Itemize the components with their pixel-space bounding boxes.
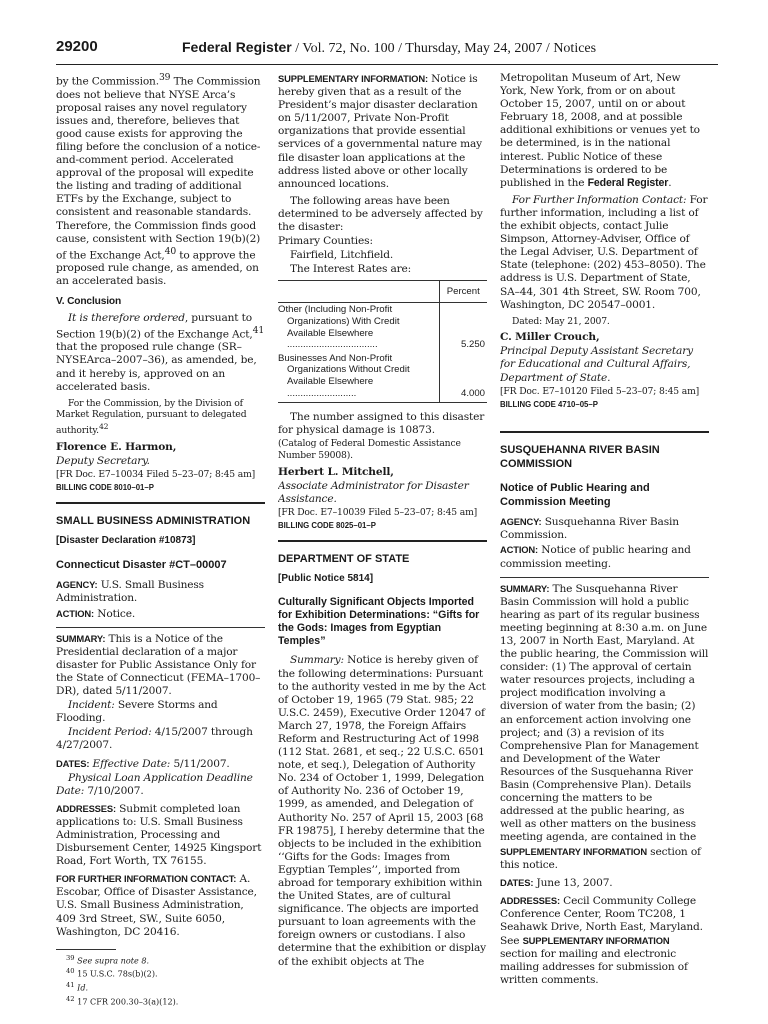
divider: [56, 627, 265, 628]
contact-paragraph: FOR FURTHER INFORMATION CONTACT: A. Escobar, Office of Disaster Assistance, U.S. Small Business Administration, 409 3rd Street, SW., Suite 6050, Washington, DC 20416.: [56, 873, 257, 938]
section-divider: [278, 540, 487, 542]
summary-paragraph: Summary: Notice is hereby given of the following determinations: Pursuant to the authority vested in me by the Act of October 19, 1965 (79 Stat. 985; 22 U.S.C. 2459), Executive Order 12047 of March 27, 1978, the Foreign Affairs Reform and Restructuring Act of 1998 (112 Stat. 2681, et seq.; 22 U.S.C. 6501 note, et seq.), Delegation of Authority No. 234 of October 1, 1999, Delegation of Authority No. 236 of October 19, 1999, as amended, and Delegation of Authority No. 257 of April 15, 2003 [68 FR 19875], I hereby determine that the objects to be included in the exhibition ‘‘Gifts for the Gods: Images from Egyptian Temples’’, imported from abroad for temporary exhibition within the United States, are of cultural significance. The objects are imported pursuant to loan agreements with the foreign owners or custodians. I also determine that the exhibition or display of the exhibit objects at The: [278, 654, 486, 968]
disaster-number-text: The number assigned to this disaster for physical damage is 10873.: [278, 411, 485, 437]
catalog-note: (Catalog of Federal Domestic Assistance Number 59008).: [278, 438, 461, 461]
signer-name: C. Miller Crouch,: [500, 331, 600, 344]
page-number: 29200: [56, 38, 98, 55]
fr-doc: [FR Doc. E7–10034 Filed 5–23–07; 8:45 am]: [56, 468, 256, 480]
table-row: [278, 352, 487, 403]
column-2: [278, 72, 487, 1017]
table-row: [278, 303, 487, 352]
column-3: [500, 72, 709, 1017]
sec-intro-paragraph: by the Commission.$^{39}$ The Commission does not believe that NYSE Arca’s proposal raises any novel regulatory issues and, therefore, believes that good cause exists for approving the filing before the conclusion of a notice-and-comment period. Accelerated approval of the proposal will expedite the listing and trading of additional ETFs by the Exchange, subject to consistent and reasonable standards. Therefore, the Commission finds good cause, consistent with Section 19(b)(2) of the Exchange Act,$^{40}$ to approve the proposed rule change, as amended, on an accelerated basis.: [56, 72, 261, 288]
header-rule: [56, 64, 718, 65]
signer-title: Deputy Secretary.: [56, 454, 150, 467]
billing-code: BILLING CODE 8010–01–P: [56, 483, 154, 493]
agency-heading: DEPARTMENT OF STATE: [278, 553, 410, 566]
summary-paragraph: SUMMARY: This is a Notice of the Presidential declaration of a major disaster for Public Assistance Only for the State of Connecticut (FEMA–1700–DR), dated 5/11/2007.: [56, 632, 261, 698]
rate-value: 5.250: [439, 303, 487, 352]
primary-counties: Fairfield, Litchfield.: [290, 249, 394, 262]
dates-line: DATES: June 13, 2007.: [500, 876, 613, 889]
conclusion-heading: V. Conclusion: [56, 295, 122, 307]
incident-line: Incident: Severe Storms and Flooding.: [56, 699, 218, 725]
issue-info: / Vol. 72, No. 100 / Thursday, May 24, 2007 / Notices: [291, 41, 597, 56]
notice-title: Culturally Significant Objects Imported for Exhibition Determinations: “Gifts for the Gods: Images from Egyptian Temples”: [278, 596, 480, 648]
agency-heading: SUSQUEHANNA RIVER BASIN COMMISSION: [500, 444, 660, 471]
agency-line: AGENCY: U.S. Small Business Administration.: [56, 579, 204, 605]
action-line: ACTION: Notice of public hearing and commission meeting.: [500, 544, 691, 570]
declaration-number: [Disaster Declaration #10873]: [56, 535, 196, 547]
signer-name: Herbert L. Mitchell,: [278, 465, 394, 478]
interest-rate-table: [278, 280, 487, 403]
divider: [500, 577, 709, 578]
footnote-40: $^{40}$ 15 U.S.C. 78s(b)(2).: [66, 967, 158, 980]
summary-paragraph: SUMMARY: The Susquehanna River Basin Commission will hold a public hearing as part of its regular business meeting beginning at 8:30 a.m. on June 13, 2007 in North East, Maryland. At the public hearing, the Commission will consider: (1) The approval of certain water resources projects, including a project modification involving a diversion of water from the basin; (2) an enforcement action involving one project; and (3) a revision of its Comprehensive Plan for Management and Development of the Water Resources of the Susquehanna River Basin (Comprehensive Plan). Details concerning the matters to be addressed at the public hearing, as well as other matters on the business meeting agenda, are contained in the SUPPLEMENTARY INFORMATION section of this notice.: [500, 582, 709, 871]
incident-period-line: Incident Period: 4/15/2007 through 4/27/2007.: [56, 726, 253, 752]
rate-column-header: Percent: [439, 281, 487, 303]
disaster-title: Connecticut Disaster #CT–00007: [56, 559, 227, 572]
deadline-line: Physical Loan Application Deadline Date: 7/10/2007.: [56, 771, 253, 797]
rate-value: 4.000: [439, 352, 487, 403]
header-title: [182, 39, 596, 57]
addresses-paragraph: ADDRESSES: Cecil Community College Conference Center, Room TC208, 1 Seahawk Drive, North East, Maryland. See SUPPLEMENTARY INFORMATION section for mailing and electronic mailing addresses for submission of written comments.: [500, 894, 703, 987]
fr-doc: [FR Doc. E7–10039 Filed 5–23–07; 8:45 am]: [278, 506, 478, 518]
agency-line: AGENCY: Susquehanna River Basin Commission.: [500, 516, 679, 542]
footnote-39: $^{39}$ See supra note 8.: [66, 953, 150, 966]
delegation-note: For the Commission, by the Division of Market Regulation, pursuant to delegated authority.$^{42}$: [56, 397, 247, 436]
conclusion-paragraph: It is therefore ordered, pursuant to Section 19(b)(2) of the Exchange Act,$^{41}$ that the proposed rule change (SR–NYSEArca–2007–36), as amended, be, and it hereby is, approved on an accelerated basis.: [56, 311, 265, 393]
rates-intro: The Interest Rates are:: [290, 263, 412, 276]
action-line: ACTION: Notice.: [56, 607, 136, 620]
signer-name: Florence E. Harmon,: [56, 440, 177, 453]
column-1: [56, 72, 265, 1017]
dates-line: DATES: Effective Date: 5/11/2007.: [56, 757, 230, 770]
notice-title: Notice of Public Hearing and Commission Meeting: [500, 482, 650, 509]
dated-line: Dated: May 21, 2007.: [512, 315, 610, 327]
section-divider: [56, 502, 265, 504]
publication-name: Federal Register: [182, 39, 292, 55]
billing-code: BILLING CODE 8025–01–P: [278, 521, 376, 531]
contact-paragraph: For Further Information Contact: For further information, including a list of the exhibit objects, contact Julie Simpson, Attorney-Adviser, Office of the Legal Adviser, U.S. Department of State (telephone: (202) 453–8050). The address is U.S. Department of State, SA–44, 301 4th Street, SW. Room 700, Washington, DC 20547–0001.: [500, 193, 708, 311]
footnote-41: $^{41}$ Id.: [66, 981, 89, 993]
fr-doc: [FR Doc. E7–10120 Filed 5–23–07; 8:45 am]: [500, 385, 700, 397]
supplementary-paragraph: SUPPLEMENTARY INFORMATION: Notice is hereby given that as a result of the President’s major disaster declaration on 5/11/2007, Private Non-Profit organizations that provide essential services of a governmental nature may file disaster loan applications at the address listed above or other locally announced locations.: [278, 73, 482, 190]
continuation-paragraph: Metropolitan Museum of Art, New York, New York, from or on about October 15, 2007, until on or about February 18, 2008, and at possible additional exhibitions or venues yet to be determined, is in the national interest. Public Notice of these Determinations is ordered to be published in the Federal Register.: [500, 72, 700, 189]
rate-description: Businesses And Non-Profit Organizations Without Credit Available Elsewhere ..........................: [278, 352, 410, 399]
footnote-42: $^{42}$ 17 CFR 200.30–3(a)(12).: [66, 994, 179, 1007]
agency-heading: SMALL BUSINESS ADMINISTRATION: [56, 515, 251, 528]
section-divider: [500, 431, 709, 433]
billing-code: BILLING CODE 4710–05–P: [500, 400, 598, 410]
signer-title: Associate Administrator for Disaster Assistance.: [278, 479, 469, 505]
public-notice-number: [Public Notice 5814]: [278, 573, 374, 585]
page-header: [56, 38, 718, 62]
areas-paragraph: The following areas have been determined to be adversely affected by the disaster:: [278, 194, 483, 234]
signer-title: Principal Deputy Assistant Secretary for Educational and Cultural Affairs, Department of State.: [500, 345, 693, 384]
footnote-rule: [56, 949, 116, 950]
addresses-paragraph: ADDRESSES: Submit completed loan applications to: U.S. Small Business Administration, Processing and Disbursement Center, 14925 Kingsport Road, Fort Worth, TX 76155.: [56, 802, 262, 868]
rate-description: Other (Including Non-Profit Organizations) With Credit Available Elsewhere ..................................: [278, 304, 400, 351]
primary-counties-label: Primary Counties:: [278, 235, 373, 248]
